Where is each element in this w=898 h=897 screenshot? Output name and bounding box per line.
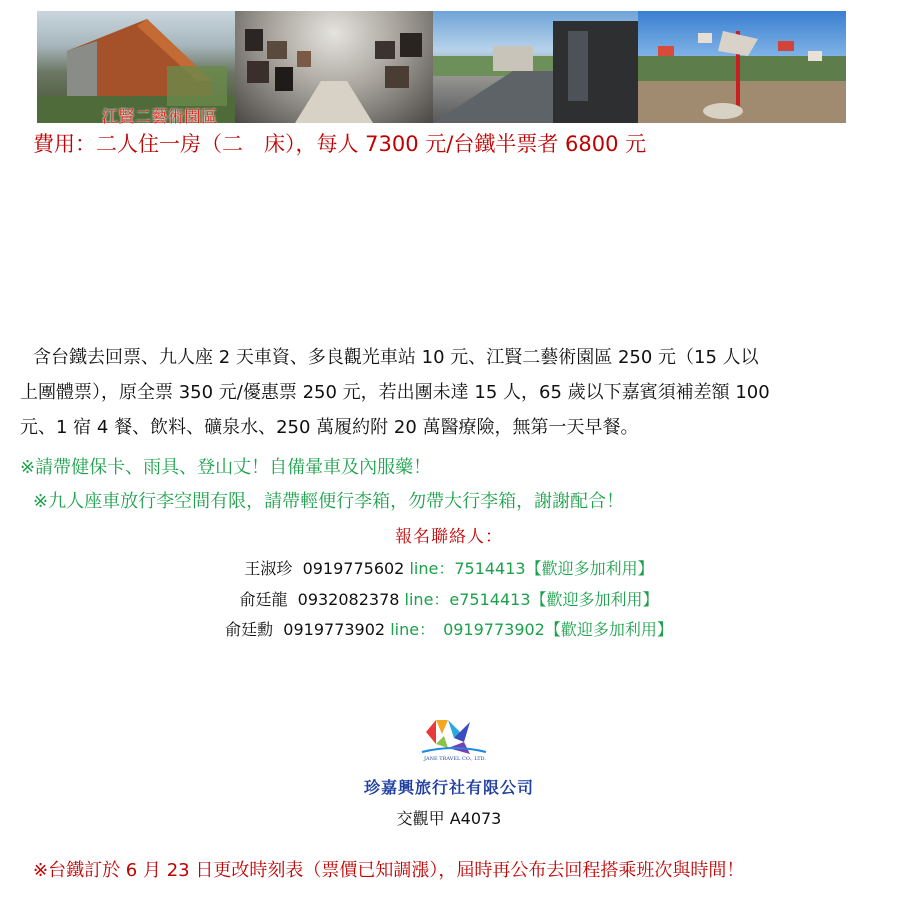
includes-line-1: 含台鐵去回票、九人座 2 天車資、多良觀光車站 10 元、江賢二藝術園區 250 元（15 人以 xyxy=(33,347,759,368)
contact-line-id: line： 0919773902 xyxy=(390,620,545,639)
pool-illustration xyxy=(433,11,638,123)
contact-phone: 0932082378 xyxy=(297,590,400,609)
includes-line-3: 元、1 宿 4 餐、飲料、礦泉水、250 萬履約附 20 萬醫療險，無第一天早餐。 xyxy=(20,417,639,438)
contact-line-id: line：7514413 xyxy=(409,559,526,578)
reminder-note: ※請帶健保卡、雨具、登山丈！自備暈車及內服藥！ xyxy=(20,457,432,478)
logo-text: JANE TRAVEL CO., LTD. xyxy=(424,756,486,762)
contact-name: 俞廷龍 xyxy=(239,590,288,609)
sculpture-garden-photo xyxy=(638,11,846,123)
contact-line-id: line：e7514413 xyxy=(404,590,531,609)
photo-strip xyxy=(37,11,846,126)
contact-name: 王淑珍 xyxy=(244,559,293,578)
photo-caption: 江賢二藝術園區 xyxy=(102,107,218,126)
contact-row xyxy=(0,587,898,610)
luggage-note: ※九人座車放行李空間有限，請帶輕便行李箱，勿帶大行李箱，謝謝配合！ xyxy=(33,491,625,512)
company-name: 珍嘉興旅行社有限公司 xyxy=(363,778,534,797)
pool-walkway-photo xyxy=(433,11,638,123)
contact-name: 俞廷勳 xyxy=(225,620,274,639)
gallery-illustration xyxy=(235,11,433,123)
company-license: 交觀甲 A4073 xyxy=(396,809,502,828)
sculpture-illustration xyxy=(638,11,846,123)
company-logo xyxy=(414,714,496,764)
contact-phone: 0919773902 xyxy=(283,620,386,639)
contact-tag: 【歡迎多加利用】 xyxy=(525,559,654,578)
fee-line: 費用：二人住一房（二 床），每人 7300 元/台鐵半票者 6800 元 xyxy=(33,132,647,156)
contact-row xyxy=(0,617,898,640)
contact-tag: 【歡迎多加利用】 xyxy=(544,620,673,639)
footer-note: ※台鐵訂於 6 月 23 日更改時刻表（票價已知調漲），屆時再公布去回程搭乘班次與時間！ xyxy=(33,860,745,881)
contact-phone: 0919775602 xyxy=(302,559,405,578)
includes-line-2: 上團體票），原全票 350 元/優惠票 250 元，若出團未達 15 人，65 歲以下嘉賓須補差額 100 xyxy=(20,382,770,403)
gallery-interior-photo xyxy=(235,11,433,123)
contact-tag: 【歡迎多加利用】 xyxy=(530,590,659,609)
contacts-heading: 報名聯絡人： xyxy=(395,527,503,547)
contact-row xyxy=(0,556,898,579)
